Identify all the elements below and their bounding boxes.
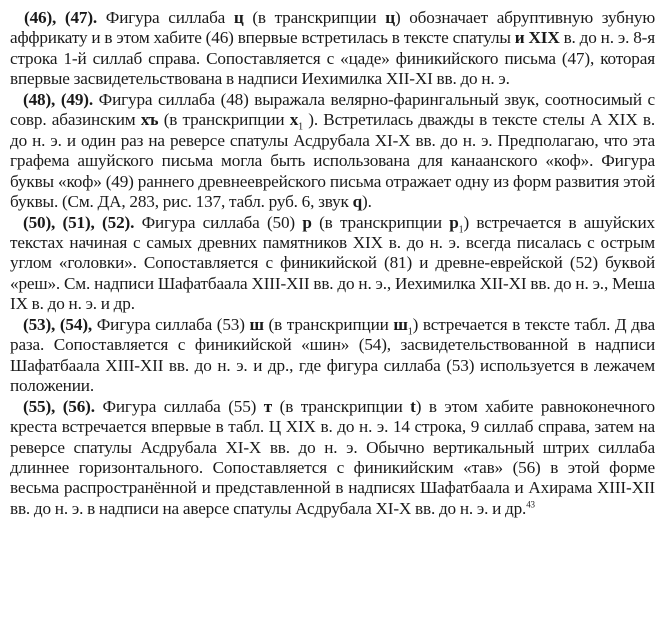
figure-reference: (50), (51), (52). — [23, 212, 135, 232]
transcription-subscript: 1 — [298, 121, 304, 133]
transcription-glyph: ш — [393, 314, 408, 334]
paragraph-text: ). Встретилась дважды в тексте стелы А XIX в. до н. э. и один раз на реверсе спатулы Асдрубала XI-X вв. до н. э. Предполагаю, что эта графема ашуйского письма могла быть использована для канаанского «коф». Фигура буквы «коф» (49) раннего древнееврейского письма отражает одну из форм развития этой буквы. (См. ДА, 283, рис. 137, табл. руб. 6, звук — [10, 110, 655, 212]
syllable-glyph: ш — [249, 314, 264, 334]
transcription-glyph: ц — [385, 8, 395, 27]
sound-glyph: q — [352, 192, 363, 212]
paragraph-text: Фигура силлаба (55) — [94, 396, 264, 416]
paragraph-50-52 — [10, 213, 655, 315]
paragraph-53-54 — [10, 315, 655, 397]
paragraph-text: ) встречается в тексте табл. Д два раза. Сопоставляется с финикийской «шин» (54), засвидетельствованной в надписи Шафатбаала XIII-XII вв. до н. э. и др., где фигура силлаба (53) используется в лежачем положении. — [10, 314, 655, 396]
document-page — [10, 8, 655, 628]
figure-reference: (48), (49). — [23, 89, 94, 109]
paragraph-text: (в транскрипции — [311, 212, 450, 232]
paragraph-text: ). — [362, 192, 372, 212]
syllable-glyph: т — [263, 396, 273, 416]
figure-reference: (55), (56). — [23, 396, 95, 416]
paragraph-text: ) встречается в ашуйских текстах начиная с самых древних памятников XIX в. до н. э. всегда писалась с острым углом «головки». Сопоставляется с финикийской (81) и древне-еврейской (52) буквой «реш». См. надписи Шафатбаала XIII-XII вв. до н. э., Иехимилка XII-XI вв. до н. э., Меша IX в. до н. э. и др. — [10, 212, 655, 314]
transcription-glyph: р — [449, 212, 459, 232]
paragraph-text: (в транскрипции — [243, 8, 386, 27]
paragraph-text: (в транскрипции — [263, 314, 394, 334]
bold-inline-text: и XIX — [514, 28, 560, 48]
transcription-glyph: x — [289, 110, 299, 130]
syllable-glyph: хъ — [140, 110, 159, 130]
paragraph-text: Фигура силлаба (53) — [92, 314, 250, 334]
syllable-glyph: ц — [233, 8, 244, 27]
paragraph-text: (в транскрипции — [158, 110, 290, 130]
paragraph-text: Фигура силлаба (48) выражала велярно-фарингальный звук, соотносимый с совр. абазинским — [10, 89, 655, 130]
paragraph-text: Фигура силлаба (50) — [134, 212, 303, 232]
paragraph-text: в. до н. э. 8-я строка 1-й силлаб справа. Сопоставляется с «цаде» финикийского письма (47), которая впервые засвидетельствована в надписи Иехимилка XII-XI вв. до н. э. — [10, 28, 655, 89]
transcription-subscript: 1 — [407, 326, 413, 338]
footnote-marker: 43 — [526, 499, 535, 510]
paragraph-text: (в транскрипции — [272, 396, 411, 416]
figure-reference: (53), (54), — [23, 314, 93, 334]
paragraph-48-49 — [10, 90, 655, 213]
syllable-glyph: р — [302, 212, 312, 232]
figure-reference: (46), (47). — [24, 8, 98, 27]
paragraph-text: ) в этом хабите равноконечного креста встречается впервые в табл. Ц XIX в. до н. э. 14 строка, 9 силлаб справа, затем на реверсе спатулы Асдрубала XI-X вв. до н. э. Обычно вертикальный штрих силлаба длиннее горизонтального. Сопоставляется с финикийским «тав» (56) в этой форме весьма распространённой и представленной в надписях Шафатбаала и Ахирама XIII-XII вв. до н. э. в надписи на аверсе спатулы Асдрубала XI-X вв. до н. э. и др. — [10, 396, 655, 518]
paragraph-46-47 — [10, 8, 655, 90]
paragraph-text: ) обозначает абруптивную зубную аффрикату и в этом хабите (46) впервые встретилась в тексте спатулы — [10, 8, 656, 48]
paragraph-55-56 — [10, 397, 655, 520]
paragraph-text: Фигура силлаба — [97, 8, 234, 27]
transcription-subscript: 1 — [458, 223, 464, 235]
transcription-glyph: t — [410, 396, 416, 416]
